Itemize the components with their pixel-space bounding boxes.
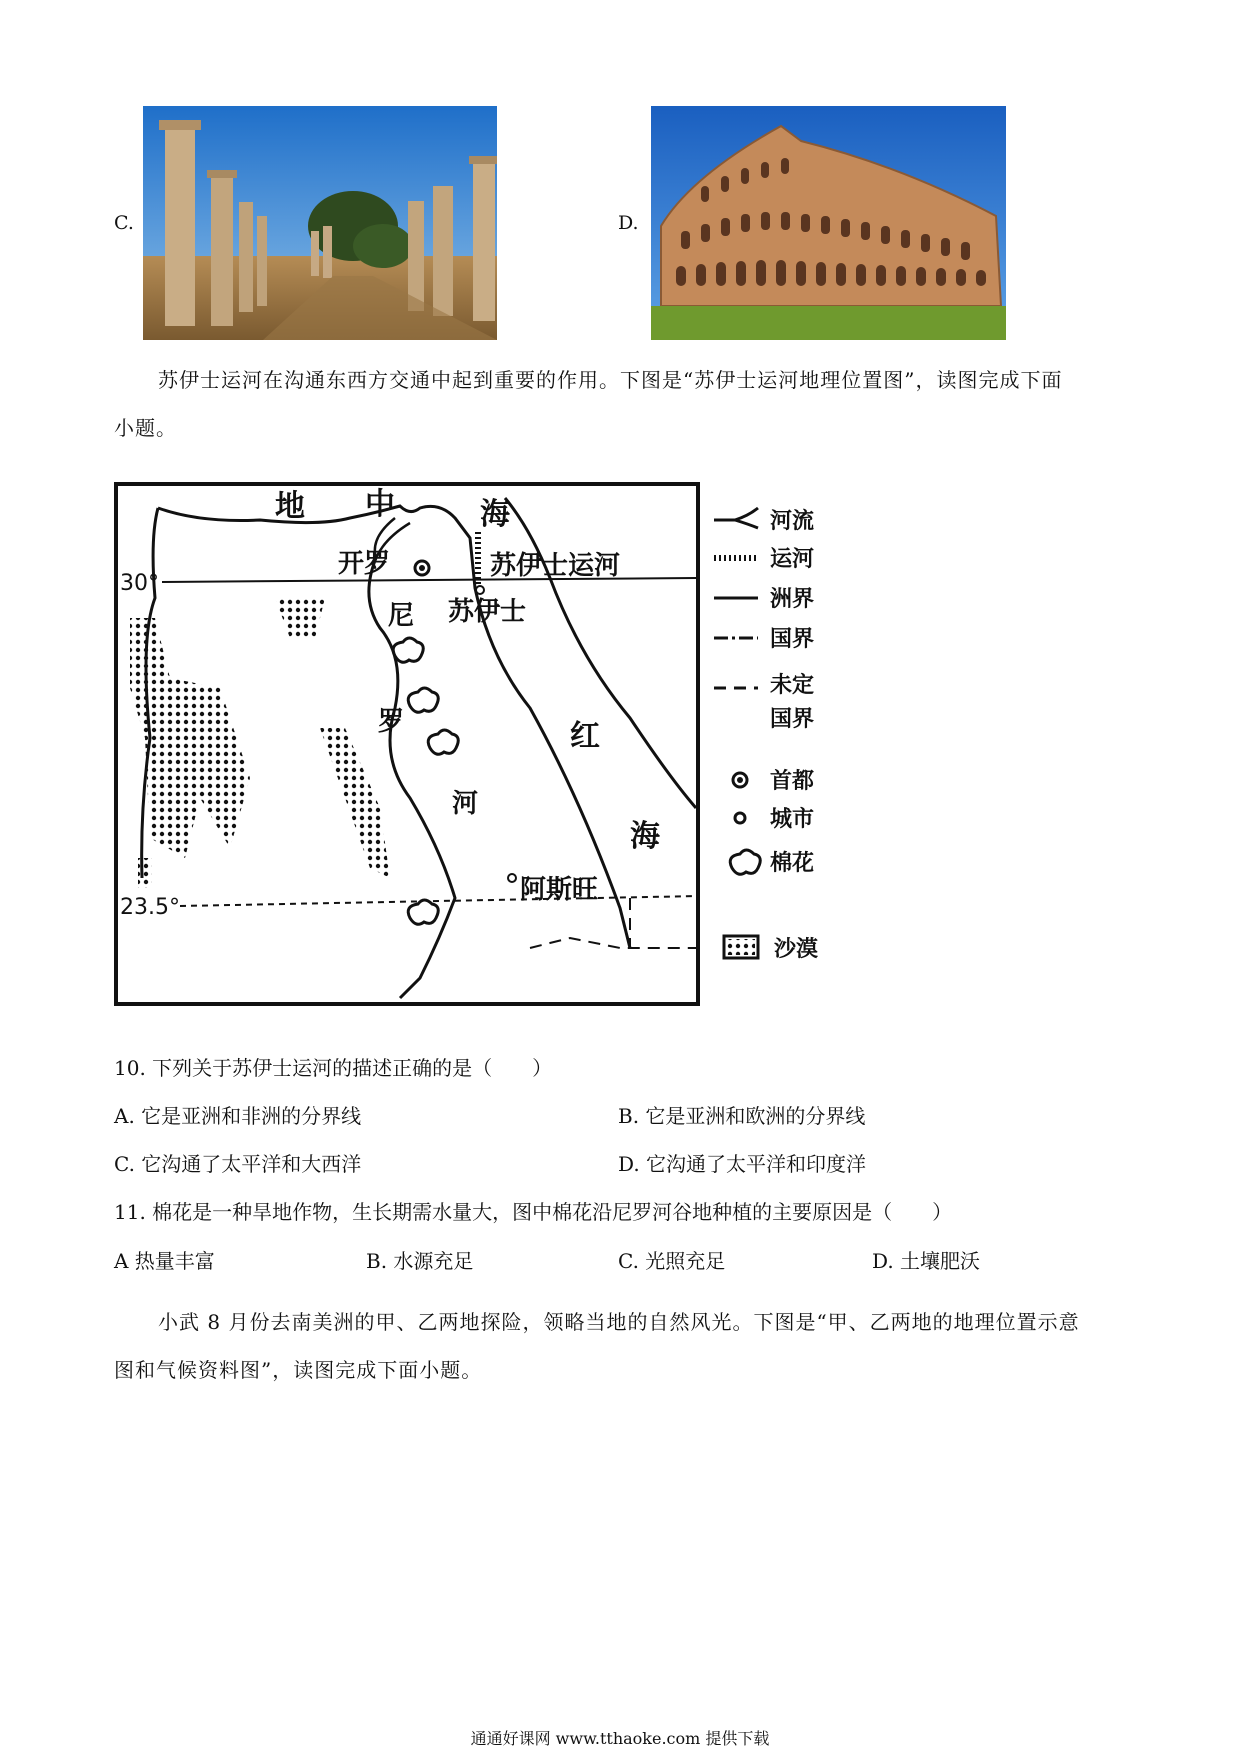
legend-canal: 运河 — [770, 547, 815, 572]
q10-option-a[interactable]: A. 它是亚洲和非洲的分界线 — [114, 1104, 362, 1128]
q10-option-c[interactable]: C. 它沟通了太平洋和大西洋 — [114, 1152, 362, 1176]
legend-desert: 沙漠 — [774, 937, 819, 962]
intro-paragraph-suez — [114, 356, 1124, 452]
label-ni: 尼 — [388, 601, 415, 631]
legend-capital: 首都 — [770, 769, 815, 794]
label-cairo: 开罗 — [338, 549, 391, 579]
q10-option-b[interactable]: B. 它是亚洲和欧洲的分界线 — [618, 1104, 866, 1128]
label-lat30: 30° — [120, 571, 159, 596]
desert-area-4 — [138, 858, 152, 888]
aswan-city-marker — [508, 874, 516, 882]
q11-stem: 11. 棉花是一种旱地作物，生长期需水量大，图中棉花沿尼罗河谷地种植的主要原因是（ ） — [114, 1200, 953, 1224]
label-red-hai: 海 — [630, 819, 660, 854]
q11-option-b[interactable]: B. 水源充足 — [366, 1249, 474, 1273]
intro-paragraph-south-america — [114, 1298, 1124, 1394]
q11-option-d[interactable]: D. 土壤肥沃 — [872, 1249, 981, 1273]
q10-option-d[interactable]: D. 它沟通了太平洋和印度洋 — [618, 1152, 867, 1176]
legend-undetermined-1: 未定 — [770, 673, 815, 698]
intro-line-1: 苏伊士运河在沟通东西方交通中起到重要的作用。下图是“苏伊士运河地理位置图”，读图完成下面 — [158, 368, 1063, 392]
intro-line-2: 小题。 — [114, 416, 177, 440]
option-d-label: D. — [618, 212, 639, 234]
label-suez: 苏伊士 — [448, 597, 527, 627]
label-hong: 红 — [570, 719, 600, 754]
label-luo: 罗 — [378, 707, 405, 737]
page-footer: 通通好课网 www.tthaoke.com 提供下载 — [470, 1729, 770, 1748]
intro2-line-1: 小武 8 月份去南美洲的甲、乙两地探险，领略当地的自然风光。下图是“甲、乙两地的地理位置示意 — [158, 1310, 1080, 1334]
label-hai: 海 — [480, 497, 510, 532]
label-suez-canal: 苏伊士运河 — [490, 551, 621, 581]
legend-continent-border: 洲界 — [770, 587, 815, 612]
intro2-line-2: 图和气候资料图”，读图完成下面小题。 — [114, 1358, 483, 1382]
label-lat235: 23.5° — [120, 895, 180, 920]
option-c-label: C. — [114, 212, 134, 234]
map-legend — [714, 508, 760, 958]
legend-undetermined-2: 国界 — [770, 707, 815, 732]
legend-national-border: 国界 — [770, 627, 815, 652]
colosseum-photo — [651, 106, 1006, 340]
label-he: 河 — [452, 789, 479, 819]
q11-option-a[interactable]: A 热量丰富 — [114, 1249, 215, 1273]
greek-columns-photo — [143, 106, 497, 340]
suez-city-marker — [476, 586, 484, 594]
label-aswan: 阿斯旺 — [520, 875, 599, 905]
q11-option-c[interactable]: C. 光照充足 — [618, 1249, 726, 1273]
legend-cotton: 棉花 — [770, 851, 815, 876]
suez-canal-map — [110, 478, 850, 1010]
q10-stem: 10. 下列关于苏伊士运河的描述正确的是（ ） — [114, 1056, 553, 1080]
legend-river: 河流 — [770, 509, 815, 534]
legend-city: 城市 — [770, 807, 815, 832]
label-di: 地 — [275, 489, 305, 524]
label-zhong: 中 — [365, 487, 395, 522]
